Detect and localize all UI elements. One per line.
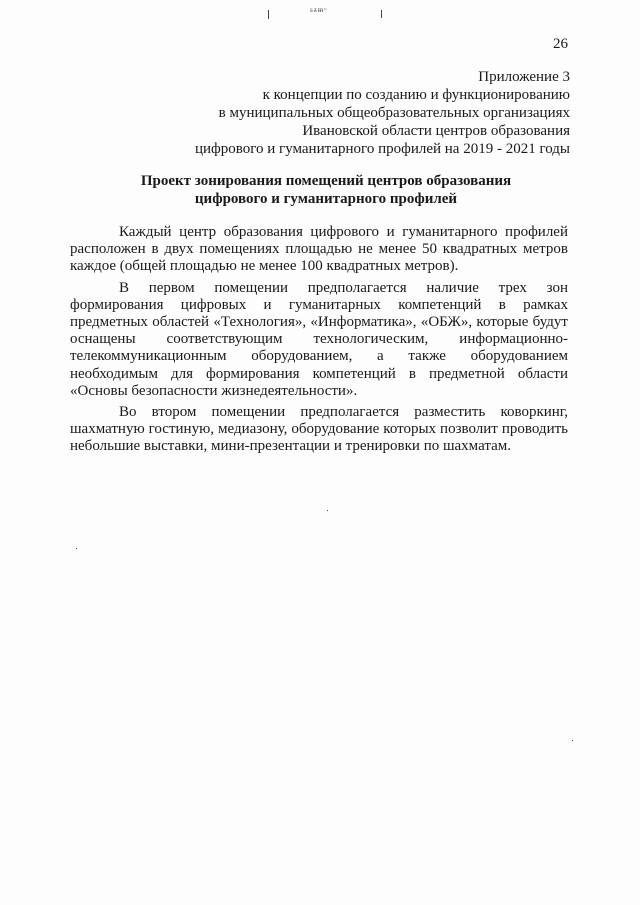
appendix-line: цифрового и гуманитарного профилей на 2019 - 2021 годы: [195, 141, 570, 157]
document-title: [70, 172, 582, 208]
scan-speck: [327, 510, 328, 511]
title-line: Проект зонирования помещений центров образования: [140, 173, 512, 189]
appendix-line: к концепции по созданию и функционированию: [262, 87, 570, 103]
body-paragraph: В первом помещении предполагается наличие трех зон формирования цифровых и гуманитарных компетенций в рамках предметных областей «Технология», «Информатика», «ОБЖ», которые будут оснащены соответствующим технологическим, информационно-телекоммуникационным оборудованием, а также оборудованием необходимым для формирования компетенций в предметной области «Основы безопасности жизнедеятельности».: [70, 279, 568, 399]
appendix-line: Ивановской области центров образования: [302, 123, 570, 139]
scan-speck: [572, 740, 573, 741]
title-line: цифрового и гуманитарного профилей: [194, 191, 458, 207]
appendix-line: в муниципальных общеобразовательных организациях: [218, 105, 570, 121]
body-paragraph: Каждый центр образования цифрового и гуманитарного профилей расположен в двух помещениях площадью не менее 50 квадратных метров каждое (общей площадью не менее 100 квадратных метров).: [70, 224, 568, 275]
scan-speck: [381, 10, 382, 18]
page-number: 26: [553, 36, 568, 52]
appendix-header: [150, 68, 570, 158]
document-body: [70, 224, 568, 460]
scan-artifact: ᵴᵶᵯᵸ: [310, 6, 328, 14]
appendix-line: Приложение 3: [478, 69, 570, 85]
scan-speck: [268, 10, 269, 19]
scan-speck: [76, 548, 77, 549]
body-paragraph: Во втором помещении предполагается разместить коворкинг, шахматную гостиную, медиазону, оборудование которых позволит проводить небольшие выставки, мини-презентации и тренировки по шахматам.: [70, 404, 568, 455]
